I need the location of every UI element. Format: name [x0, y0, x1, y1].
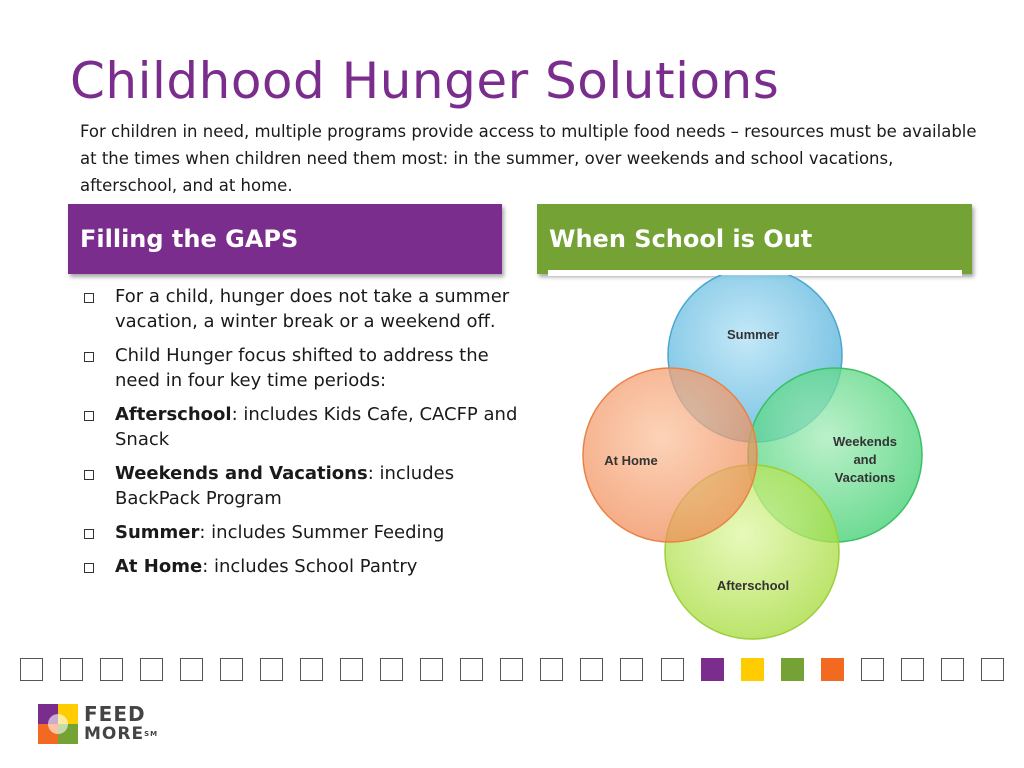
progress-square — [20, 658, 43, 681]
progress-square — [420, 658, 443, 681]
logo-mark-icon — [38, 704, 78, 744]
progress-square — [60, 658, 83, 681]
progress-square — [220, 658, 243, 681]
progress-square — [580, 658, 603, 681]
progress-square — [661, 658, 684, 681]
progress-square — [741, 658, 764, 681]
summer-label: Summer — [726, 327, 780, 342]
weekends-label-line3: Vacations — [834, 470, 896, 485]
slide-title: Childhood Hunger Solutions — [70, 52, 780, 110]
progress-square — [901, 658, 924, 681]
logo-service-mark: SM — [144, 730, 159, 738]
progress-square — [340, 658, 363, 681]
bullet-item: For a child, hunger does not take a summer vacation, a winter break or a weekend off. — [80, 284, 520, 334]
progress-square — [300, 658, 323, 681]
progress-square — [260, 658, 283, 681]
bullet-square-icon — [84, 529, 94, 539]
progress-square — [100, 658, 123, 681]
bullet-square-icon — [84, 411, 94, 421]
at-home-label: At Home — [604, 453, 658, 468]
progress-square — [781, 658, 804, 681]
logo-line-feed: FEED — [84, 702, 146, 726]
bullet-item: Weekends and Vacations: includes BackPack Program — [80, 461, 520, 511]
progress-square — [620, 658, 643, 681]
progress-square — [180, 658, 203, 681]
bullet-item: Child Hunger focus shifted to address the need in four key time periods: — [80, 343, 520, 393]
bullet-item: At Home: includes School Pantry — [80, 554, 520, 579]
progress-square — [981, 658, 1004, 681]
progress-square — [941, 658, 964, 681]
progress-square — [460, 658, 483, 681]
bullet-item: Afterschool: includes Kids Cafe, CACFP and Snack — [80, 402, 520, 452]
bullet-square-icon — [84, 470, 94, 480]
progress-square — [701, 658, 724, 681]
logo-wordmark — [84, 704, 158, 744]
progress-squares — [20, 658, 1004, 681]
weekends-label-line1: Weekends — [832, 434, 898, 449]
bullet-item: Summer: includes Summer Feeding — [80, 520, 520, 545]
progress-square — [861, 658, 884, 681]
bullet-square-icon — [84, 293, 94, 303]
progress-square — [380, 658, 403, 681]
afterschool-label: Afterschool — [716, 578, 790, 593]
school-out-header: When School is Out — [537, 204, 972, 274]
progress-square — [540, 658, 563, 681]
venn-diagram — [575, 275, 935, 650]
bullet-list — [80, 284, 520, 588]
logo-line-more: MORE℠ — [84, 724, 159, 744]
bullet-square-icon — [84, 352, 94, 362]
progress-square — [140, 658, 163, 681]
progress-square — [500, 658, 523, 681]
weekends-label-line2: and — [853, 452, 877, 467]
filling-gaps-header: Filling the GAPS — [68, 204, 502, 274]
bullet-square-icon — [84, 563, 94, 573]
intro-paragraph: For children in need, multiple programs provide access to multiple food needs – resources must be available at the times when children need them most: in the summer, over weekends and school vacations, afterschool, and at home. — [80, 122, 977, 195]
feed-more-logo — [38, 704, 158, 744]
progress-square — [821, 658, 844, 681]
